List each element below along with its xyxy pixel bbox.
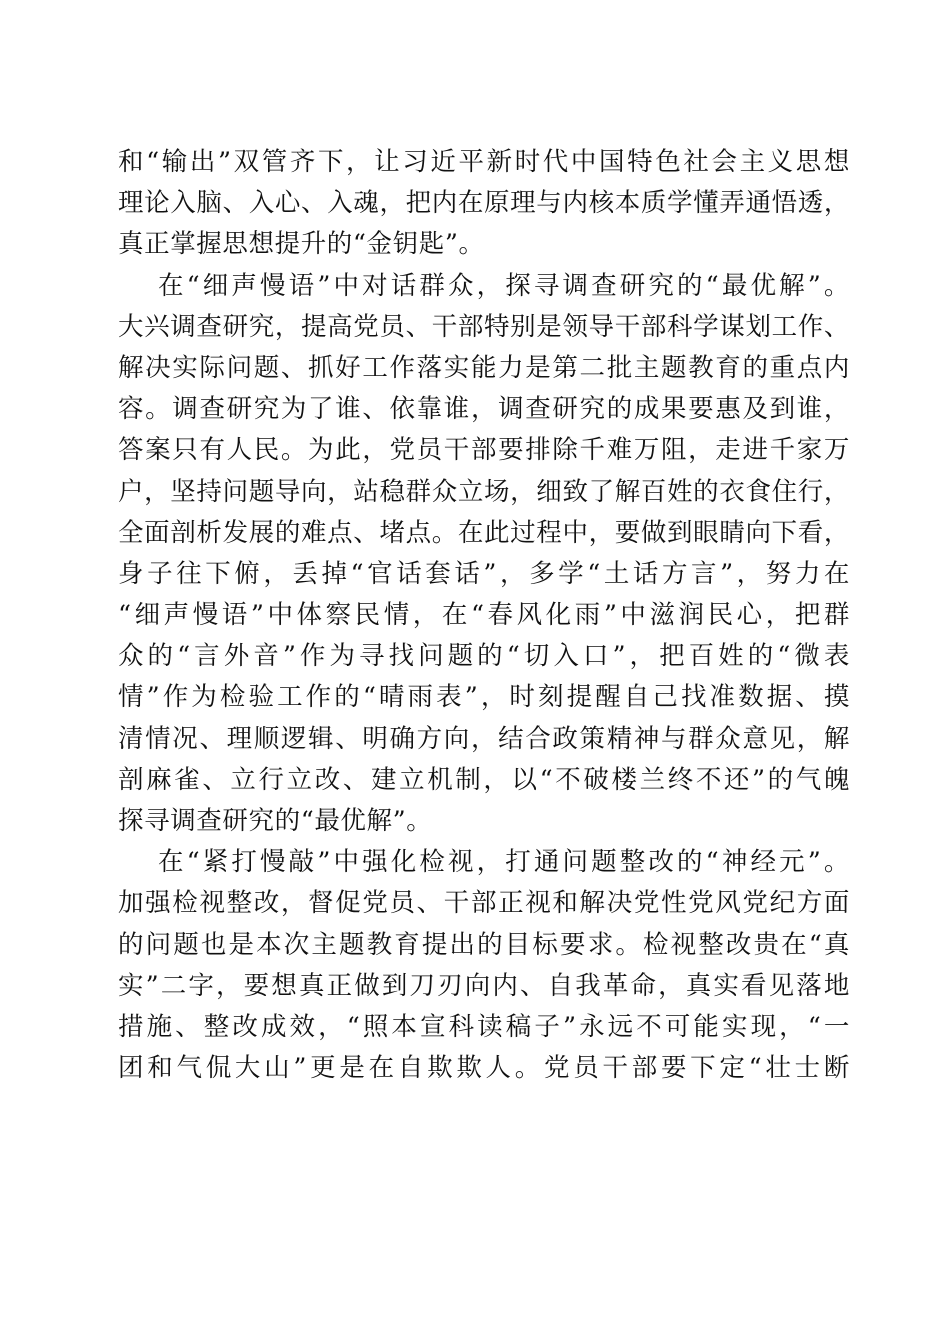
paragraph-heading-line: 在“紧打慢敲”中强化检视，打通问题整改的“神经元”。 — [158, 847, 850, 878]
text-line: 加强检视整改，督促党员、干部正视和解决党性党风党纪方面 — [118, 888, 850, 919]
text-line: 大兴调查研究，提高党员、干部特别是领导干部科学谋划工作、 — [118, 311, 850, 342]
text-line: 的问题也是本次主题教育提出的目标要求。检视整改贵在“真 — [118, 929, 850, 960]
text-line: 和“输出”双管齐下，让习近平新时代中国特色社会主义思想 — [118, 147, 850, 177]
text-line: 剖麻雀、立行立改、建立机制，以“不破楼兰终不还”的气魄 — [118, 764, 850, 795]
text-line: 探寻调查研究的“最优解”。 — [118, 806, 433, 836]
text-line: 清情况、理顺逻辑、明确方向，结合政策精神与群众意见，解 — [118, 723, 850, 754]
text-line: 情”作为检验工作的“晴雨表”，时刻提醒自己找准数据、摸 — [118, 682, 850, 713]
text-line: 团和气侃大山”更是在自欺欺人。党员干部要下定“壮士断 — [118, 1053, 850, 1084]
paragraph-heading-line: 在“细声慢语”中对话群众，探寻调查研究的“最优解”。 — [158, 270, 850, 301]
text-line: “细声慢语”中体察民情，在“春风化雨”中滋润民心，把群 — [118, 600, 850, 631]
text-line: 答案只有人民。为此，党员干部要排除千难万阻，走进千家万 — [118, 435, 850, 466]
text-line: 身子往下俯，丢掉“官话套话”，多学“土话方言”，努力在 — [118, 558, 850, 589]
text-line: 措施、整改成效，“照本宣科读稿子”永远不可能实现，“一 — [118, 1011, 850, 1042]
text-line: 理论入脑、入心、入魂，把内在原理与内核本质学懂弄通悟透， — [118, 188, 850, 219]
text-line: 全面剖析发展的难点、堵点。在此过程中，要做到眼睛向下看， — [118, 517, 850, 548]
text-line: 解决实际问题、抓好工作落实能力是第二批主题教育的重点内 — [118, 352, 850, 383]
text-line: 容。调查研究为了谁、依靠谁，调查研究的成果要惠及到谁， — [118, 394, 850, 425]
document-page — [118, 142, 850, 1089]
text-line: 众的“言外音”作为寻找问题的“切入口”，把百姓的“微表 — [118, 641, 850, 672]
text-line: 真正掌握思想提升的“金钥匙”。 — [118, 229, 485, 260]
text-line: 户，坚持问题导向，站稳群众立场，细致了解百姓的衣食住行， — [118, 476, 850, 507]
text-line: 实”二字，要想真正做到刀刃向内、自我革命，真实看见落地 — [118, 970, 850, 1001]
